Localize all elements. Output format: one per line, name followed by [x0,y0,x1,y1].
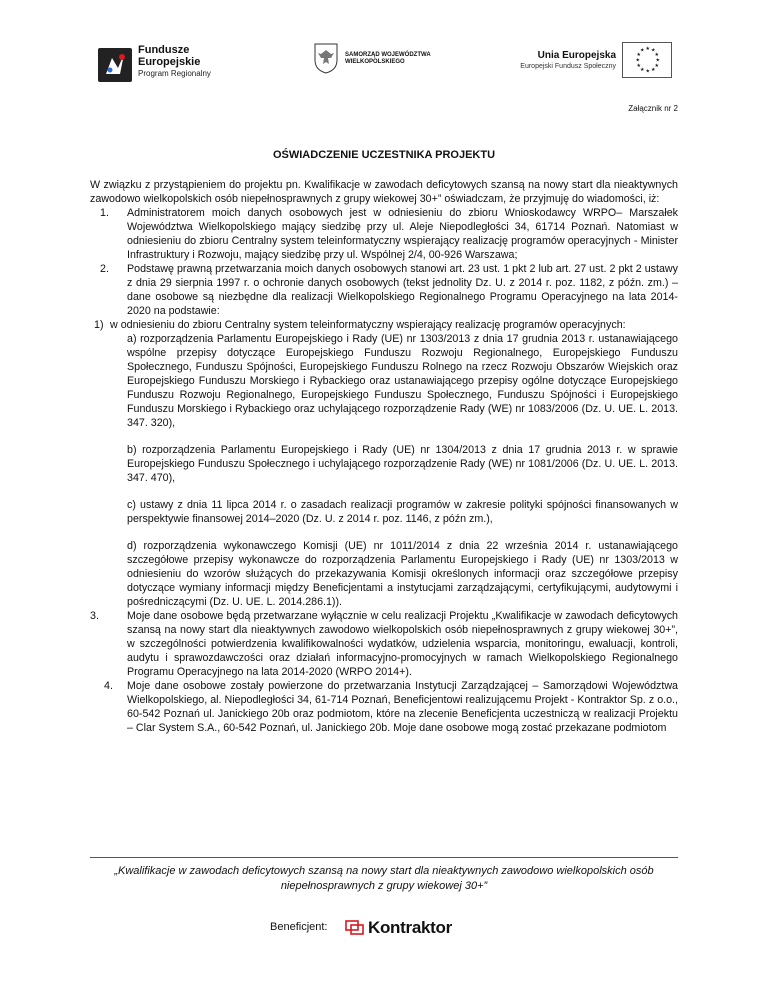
item-number: 4. [104,680,113,692]
item-number: 1. [100,207,109,219]
company-name: Kontraktor [368,918,452,937]
list-item-4 [90,679,678,735]
svg-text:★: ★ [640,67,645,73]
fe-line1: Fundusze [138,44,190,56]
fe-line2: Europejskie [138,56,201,68]
sam-line1: SAMORZĄD WOJEWÓDZTWA [345,52,431,58]
regulation-a: a) rozporządzenia Parlamentu Europejskiego i Rady (UE) nr 1303/2013 z dnia 17 grudnia 2013 r. ustanawiającego wspólne przepisy dotyczące Europejskiego Funduszu Rozwoju Regionalnego, Europejskiego Funduszu Społecznego, Funduszu Spójności, Europejskiego Funduszu Rolnego na rzecz Rozwoju Obszarów Wiejskich oraz Europejskiego Funduszu Morskiego i Rybackiego oraz ustanawiającego przepisy ogólne dotyczące Europejskiego Funduszu Rozwoju Regionalnego, Europejskiego Funduszu Społecznego, Funduszu Spójności i Europejskiego Funduszu Morskiego i Rybackiego oraz uchylającego rozporządzenie Rady (WE) nr 1083/2006 (Dz. U. UE. L. 2013. 347. 320), [127,333,678,429]
regulation-c: c) ustawy z dnia 11 lipca 2014 r. o zasadach realizacji programów w zakresie polityki spójności finansowanych w perspektywie finansowej 2014–2020 (Dz. U. z 2014 r. poz. 1146, z późn zm.), [127,499,678,525]
ue-subtitle: Europejski Fundusz Społeczny [520,63,616,70]
document-body [90,178,678,735]
item-number: 3. [90,610,99,622]
fe-star-icon [98,48,132,82]
item-number: 2. [100,263,109,275]
ue-title: Unia Europejska [537,50,616,61]
svg-text:★: ★ [636,52,641,58]
sam-line2: WIELKOPOLSKIEGO [345,59,405,65]
svg-text:★: ★ [654,63,659,69]
list-item-3 [90,609,678,679]
regulation-b: b) rozporządzenia Parlamentu Europejskiego i Rady (UE) nr 1304/2013 z dnia 17 grudnia 2013 r. w sprawie Europejskiego Funduszu Społecznego i uchylającego rozporządzenie Rady (WE) nr 1081/2006 (Dz. U. UE. L. 2013. 347. 470), [127,444,678,484]
list-item-1 [90,206,678,262]
svg-text:★: ★ [636,63,641,69]
svg-text:★: ★ [651,67,656,73]
page-title: OŚWIADCZENIE UCZESTNIKA PROJEKTU [272,149,496,161]
svg-text:★: ★ [645,68,650,75]
intro-paragraph: W związku z przystąpieniem do projektu pn. Kwalifikacje w zawodach deficytowych szansą na nowy start dla nieaktywnych zawodowo wielkopolskich osób niepełnosprawnych z grupy wiekowej 30+” oświadczam, że przyjmuję do wiadomości, iż: [90,179,678,205]
kontraktor-logo [345,918,452,938]
zalacznik-label: Załącznik nr 2 [628,104,678,113]
item-text: Podstawę prawną przetwarzania moich danych osobowych stanowi art. 23 ust. 1 pkt 2 lub art. 27 ust. 2 pkt 2 ustawy z dnia 29 sierpnia 1997 r. o ochronie danych osobowych (tekst jednolity Dz. U. z 2014 r. poz. 1182, z późn. zm.) – dane osobowe są niezbędne dla realizacji Wielkopolskiego Regionalnego Programu Operacyjnego na lata 2014-2020 na podstawie: [127,263,678,317]
item-text: Moje dane osobowe zostały powierzone do przetwarzania Instytucji Zarządzającej – Samorządowi Województwa Wielkopolskiego, al. Niepodległości 34, 61-714 Poznań, Beneficjentowi realizującemu Projekt - Kontraktor Sp. z o.o., 60-542 Poznań ul. Janickiego 20b oraz podmiotom, które na zlecenie Beneficjenta uczestniczą w realizacji Projektu – Clar System S.A., 60-542 Poznań, ul. Janickiego 20b. Moje dane osobowe mogą zostać przekazane podmiotom [127,680,678,734]
svg-text:★: ★ [645,46,650,52]
item-text: Administratorem moich danych osobowych jest w odniesieniu do zbioru Wnioskodawcy WRPO– Marszałek Województwa Wielkopolskiego mający siedzibę przy ul. Aleje Niepodległości 34, 61714 Poznań. Natomiast w odniesieniu do zbioru Centralny system teleinformatyczny wspierający realizację programów operacyjnych - Minister Infrastruktury i Rozwoju, mający siedzibę przy ul. Wspólnej 2/4, 00-926 Warszawa; [127,207,678,261]
item-text: Moje dane osobowe będą przetwarzane wyłącznie w celu realizacji Projektu „Kwalifikacje w zawodach deficytowych szansą na nowy start dla nieaktywnych zawodowo wielkopolskich osób niepełnosprawnych z grupy wiekowej 30+”, w szczególności potwierdzenia kwalifikowalności wydatków, udzielenia wsparcia, monitoringu, ewaluacji, kontroli, audytu i sprawozdawczości oraz działań informacyjno-promocyjnych w ramach Wielkopolskiego Regionalnego Programu Operacyjnego na lata 2014-2020 (WRPO 2014+). [127,610,678,678]
svg-text:★: ★ [655,57,660,64]
logo-bar [90,40,690,100]
footer-divider [90,857,678,858]
svg-text:★: ★ [651,47,656,54]
fe-line3: Program Regionalny [138,69,211,78]
item-text: w odniesieniu do zbioru Centralny system teleinformatyczny wspierający realizację programów operacyjnych: [110,319,626,331]
regulations-list [90,332,678,609]
svg-text:★: ★ [640,47,645,54]
list-item-2 [90,262,678,318]
svg-text:★: ★ [654,52,659,58]
sub-item-1 [90,318,678,332]
eagle-crest-icon [313,42,339,74]
kontraktor-mark-icon [345,920,365,936]
regulation-d: d) rozporządzenia wykonawczego Komisji (UE) nr 1011/2014 z dnia 22 września 2014 r. ustanawiającego szczegółowe przepisy wykonawcze do rozporządzenia Parlamentu Europejskiego i Rady (UE) nr 1303/2013 w odniesieniu do wzorów służących do przekazywania Komisji określonych informacji oraz szczegółowe przepisy dotyczące wymiany informacji między Beneficjentami a instytucjami zarządzającymi, certyfikującymi, audytowymi i pośredniczącymi (Dz. U. UE. L. 2014.286.1)). [127,540,678,608]
beneficjent-label: Beneficjent: [270,921,328,933]
eu-flag-icon [622,42,672,78]
item-number: 1) [94,319,104,331]
svg-text:★: ★ [635,57,640,64]
footer-tagline: „Kwalifikacje w zawodach deficytowych szansą na nowy start dla nieaktywnych zawodowo wielkopolskich osób niepełnosprawnych z grupy wiekowej 30+” [114,865,654,892]
